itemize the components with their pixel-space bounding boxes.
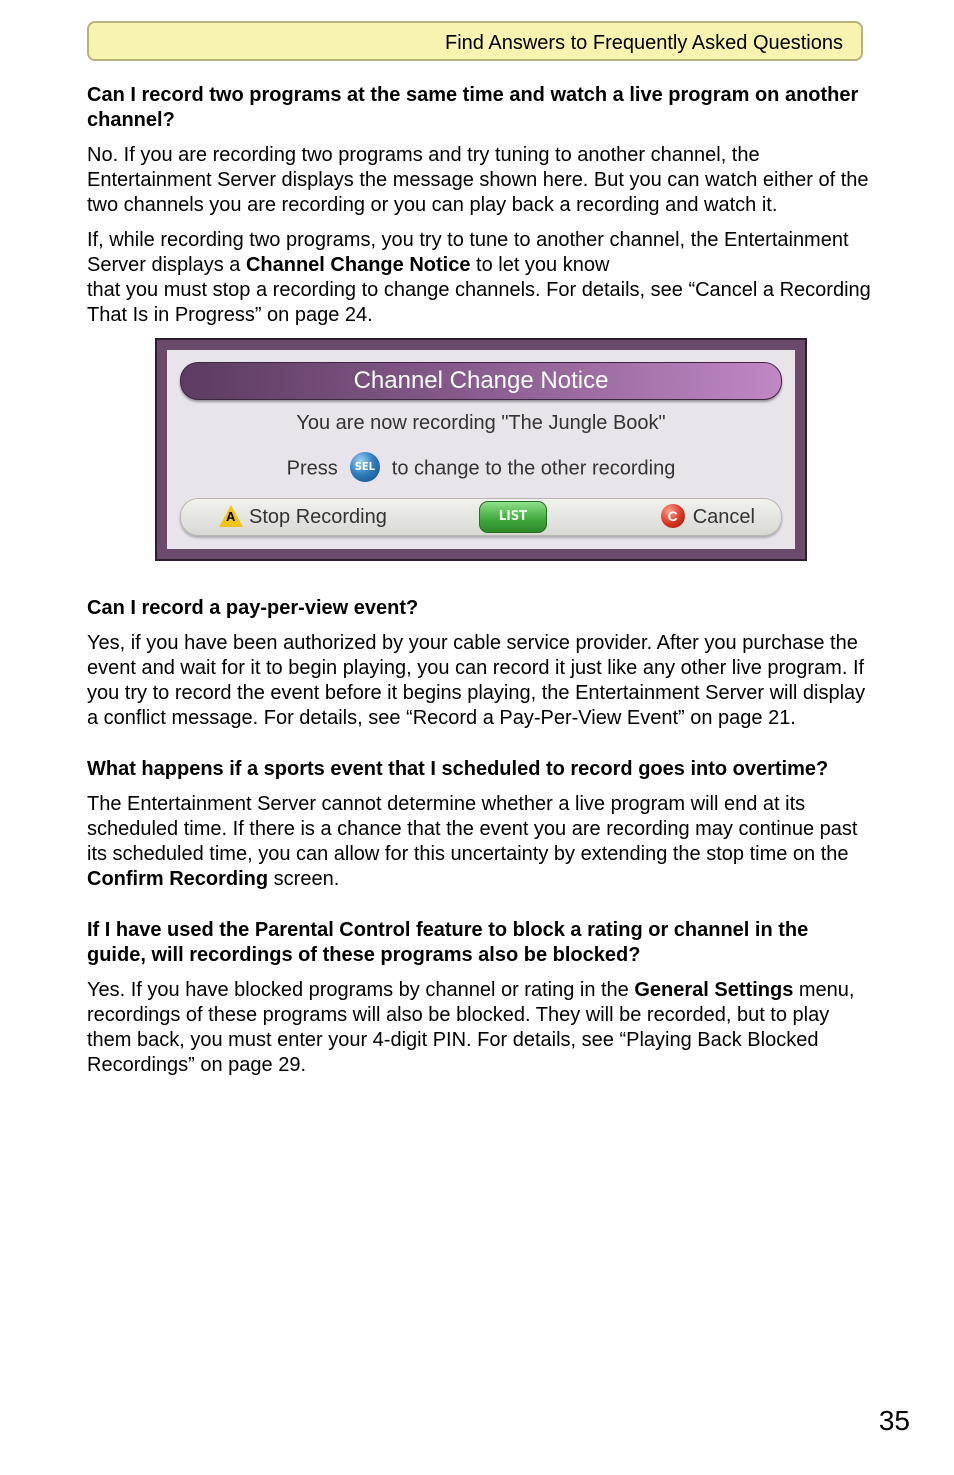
- section-header-bar: [87, 21, 863, 61]
- page-number: 35: [878, 1405, 910, 1436]
- faq-answer: If, while recording two programs, you try to tune to another channel, the Entertainment Server displays a Channel Change Notice to let you know that you must stop a recording to change channels. For details, see “Cancel a Recording That Is in Progress” on page 24.: [87, 229, 871, 326]
- stop-recording-label: Stop Recording: [249, 506, 387, 528]
- faq-question: Can I record two programs at the same time and watch a live program on another channel?: [87, 84, 859, 131]
- term-channel-change-notice: Channel Change Notice: [245, 254, 471, 276]
- channel-change-notice-dialog: [155, 338, 807, 561]
- dialog-footer-bar: [180, 498, 782, 536]
- faq-question: If I have used the Parental Control feature to block a rating or channel in the guide, will recordings of these programs also be blocked?: [87, 919, 809, 966]
- dialog-instruction: [167, 452, 795, 486]
- dialog-screenshot: [87, 338, 872, 582]
- term-confirm-recording: Confirm Recording: [87, 868, 269, 890]
- faq-answer: The Entertainment Server cannot determine whether a live program will end at its scheduled time. If there is a chance that the event you are recording may continue past its scheduled time, you can allow for this uncertainty by extending the stop time on the Confirm Recording screen.: [87, 793, 858, 890]
- sel-button-icon: SEL: [350, 452, 380, 482]
- dialog-recording-message: You are now recording "The Jungle Book": [296, 412, 666, 434]
- list-button[interactable]: LIST: [479, 501, 547, 533]
- faq-answer: Yes. If you have blocked programs by channel or rating in the General Settings menu, recordings of these programs will also be blocked. They will be recorded, but to play them back, you must enter your 4-digit PIN. For details, see “Playing Back Blocked Recordings” on page 29.: [87, 979, 855, 1076]
- stop-recording-option[interactable]: [219, 499, 387, 535]
- dialog-title: Channel Change Notice: [180, 362, 782, 400]
- faq-item-two-programs: [87, 83, 872, 328]
- dialog-body: [167, 350, 795, 549]
- faq-item-overtime: [87, 757, 872, 892]
- faq-answer: Yes, if you have been authorized by your cable service provider. After you purchase the event and wait for it to begin playing, you can record it just like any other live program. If you try to record the event before it begins playing, the Entertainment Server will display a conflict message. For details, see “Record a Pay-Per-View Event” on page 21.: [87, 632, 866, 729]
- faq-question: Can I record a pay-per-view event?: [87, 597, 419, 619]
- cancel-option[interactable]: [661, 499, 755, 535]
- page-content: [87, 83, 872, 1078]
- faq-answer: No. If you are recording two programs and try tuning to another channel, the Entertainment Server displays the message shown here. But you can watch either of the two channels you are recording or you can play back a recording and watch it.: [87, 144, 869, 216]
- faq-question: What happens if a sports event that I scheduled to record goes into overtime?: [87, 758, 829, 780]
- instruction-text: to change to the other recording: [391, 457, 676, 480]
- warning-triangle-icon: A: [219, 505, 243, 527]
- cancel-label: Cancel: [692, 506, 755, 528]
- term-general-settings: General Settings: [634, 979, 794, 1001]
- faq-item-parental-control: [87, 918, 872, 1078]
- press-label: Press: [286, 457, 338, 480]
- section-header-title: Find Answers to Frequently Asked Questions: [445, 32, 843, 54]
- faq-item-pay-per-view: [87, 596, 872, 731]
- section-spacer: [87, 892, 872, 918]
- cancel-circle-icon: C: [661, 504, 685, 528]
- section-spacer: [87, 731, 872, 757]
